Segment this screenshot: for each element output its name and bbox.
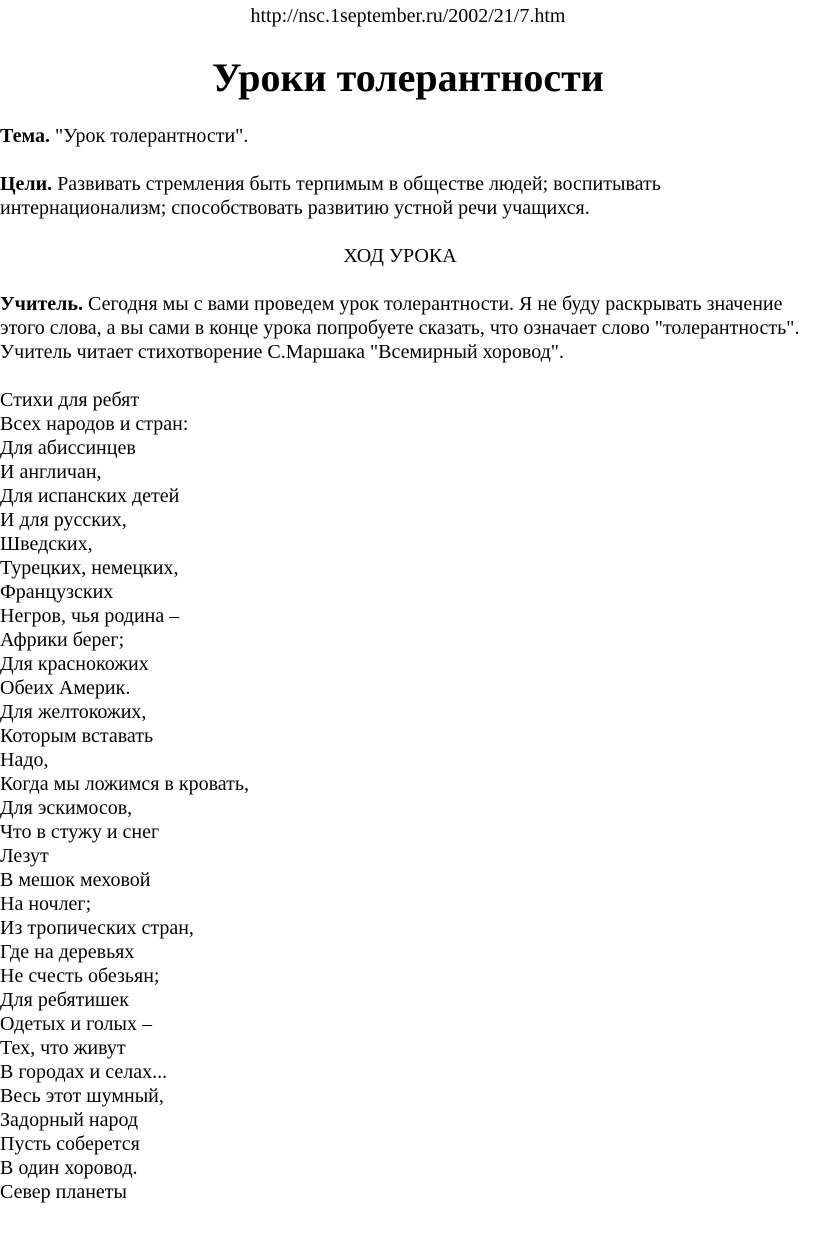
poem-line: Что в стужу и снег	[0, 821, 160, 843]
poem-line: Для испанских детей	[0, 485, 180, 507]
poem-line: Когда мы ложимся в кровать,	[0, 773, 249, 795]
goals-label: Цели.	[0, 173, 53, 195]
poem-line: Турецких, немецких,	[0, 557, 179, 579]
poem-line: Для абиссинцев	[0, 437, 136, 459]
poem-line: Где на деревьях	[0, 941, 135, 963]
poem-line: Для ребятишек	[0, 989, 130, 1011]
poem	[0, 388, 800, 1204]
spacer	[0, 148, 800, 172]
goals-paragraph	[0, 172, 800, 220]
poem-line: Не счесть обезьян;	[0, 965, 160, 987]
poem-line: Тех, что живут	[0, 1037, 126, 1059]
poem-line: Для краснокожих	[0, 653, 149, 675]
poem-line: Африки берег;	[0, 629, 125, 651]
poem-line: В городах и селах...	[0, 1061, 168, 1083]
poem-line: Стихи для ребят	[0, 389, 140, 411]
page-url: http://nsc.1september.ru/2002/21/7.htm	[250, 5, 566, 27]
teacher-text: Сегодня мы с вами проведем урок толерантности. Я не буду раскрывать значение этого слова, а вы сами в конце урока попробуете сказать, что означает слово "толерантность".	[0, 293, 800, 339]
document-body	[0, 124, 800, 1204]
spacer	[0, 268, 800, 292]
lesson-heading: ХОД УРОКА	[343, 245, 457, 267]
spacer	[0, 364, 800, 388]
poem-line: И для русских,	[0, 509, 127, 531]
poem-line: Пусть соберется	[0, 1133, 140, 1155]
poem-line: И англичан,	[0, 461, 102, 483]
teacher-reading: Учитель читает стихотворение С.Маршака "Всемирный хоровод".	[0, 341, 564, 363]
poem-line: Которым вставать	[0, 725, 154, 747]
poem-line: Шведских,	[0, 533, 93, 555]
poem-line: Надо,	[0, 749, 49, 771]
spacer	[0, 220, 800, 244]
poem-line: В мешок меховой	[0, 869, 151, 891]
poem-line: Весь этот шумный,	[0, 1085, 164, 1107]
page-title: Уроки толерантности	[212, 55, 604, 100]
poem-line: В один хоровод.	[0, 1157, 138, 1179]
topic-paragraph	[0, 124, 800, 148]
teacher-paragraph	[0, 292, 800, 340]
poem-line: Французских	[0, 581, 114, 603]
poem-line: Из тропических стран,	[0, 917, 194, 939]
poem-line: Задорный народ	[0, 1109, 139, 1131]
poem-line: Лезут	[0, 845, 49, 867]
poem-line: Всех народов и стран:	[0, 413, 189, 435]
poem-line: Негров, чья родина –	[0, 605, 180, 627]
poem-line: Север планеты	[0, 1181, 127, 1203]
poem-line: На ночлег;	[0, 893, 92, 915]
teacher-label: Учитель.	[0, 293, 83, 315]
poem-line: Одетых и голых –	[0, 1013, 152, 1035]
poem-line: Обеих Америк.	[0, 677, 131, 699]
topic-label: Тема.	[0, 125, 50, 147]
topic-text: "Урок толерантности".	[49, 125, 249, 147]
goals-text: Развивать стремления быть терпимым в обществе людей; воспитывать интернационализм; способствовать развитию устной речи учащихся.	[0, 173, 661, 219]
poem-line: Для желтокожих,	[0, 701, 147, 723]
poem-line: Для эскимосов,	[0, 797, 133, 819]
